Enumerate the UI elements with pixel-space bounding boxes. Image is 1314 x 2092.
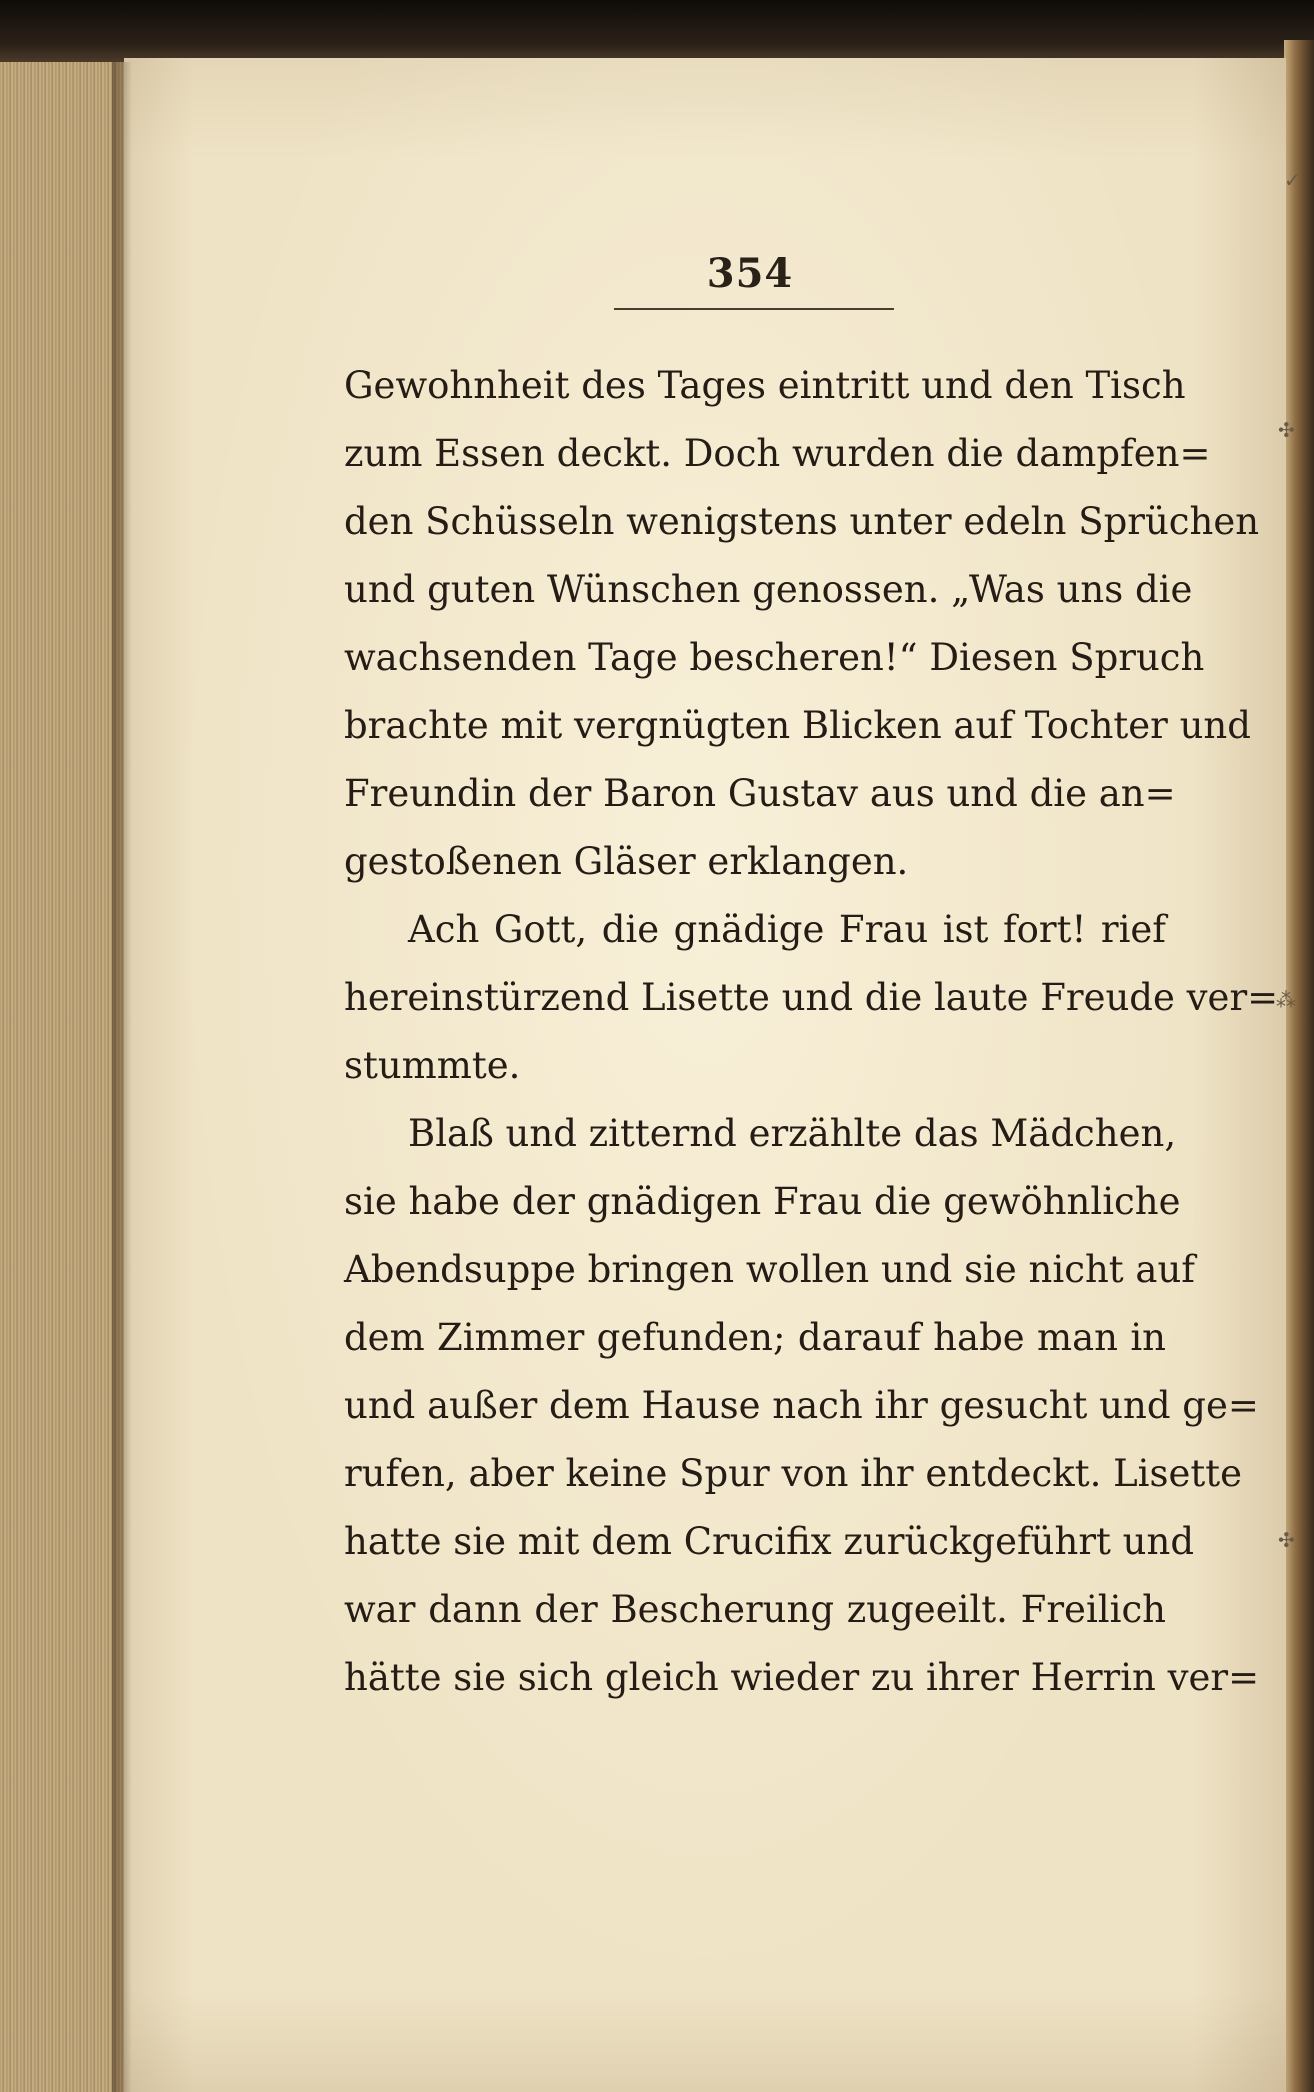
text-line: war dann der Bescherung zugeeilt. Freilich — [344, 1588, 1166, 1631]
text-line: Gewohnheit des Tages eintritt und den Tisch — [344, 364, 1186, 407]
text-line: stummte. — [344, 1044, 521, 1087]
book-top-edge — [0, 0, 1314, 62]
text-line: hätte sie sich gleich wieder zu ihrer Herrin ver= — [344, 1656, 1260, 1699]
text-line: gestoßenen Gläser erklangen. — [344, 840, 909, 883]
text-line: sie habe der gnädigen Frau die gewöhnliche — [344, 1180, 1181, 1223]
text-line: Abendsuppe bringen wollen und sie nicht auf — [344, 1248, 1195, 1291]
text-line: Blaß und zitternd erzählte das Mädchen, — [408, 1112, 1177, 1155]
body-text — [344, 352, 1279, 1712]
margin-mark: ✣ — [1278, 418, 1295, 442]
text-line: rufen, aber keine Spur von ihr entdeckt. Lisette — [344, 1452, 1243, 1495]
text-line: hatte sie mit dem Crucifix zurückgeführt und — [344, 1520, 1195, 1563]
text-line: brachte mit vergnügten Blicken auf Tochter und — [344, 704, 1251, 747]
page-number: 354 — [706, 250, 794, 297]
text-line: Ach Gott, die gnädige Frau ist fort! rief — [408, 908, 1166, 951]
margin-mark: ⁂ — [1276, 988, 1296, 1012]
margin-mark: ✣ — [1278, 1528, 1295, 1552]
text-line: wachsenden Tage bescheren!“ Diesen Spruch — [344, 636, 1205, 679]
text-line: zum Essen deckt. Doch wurden die dampfen= — [344, 432, 1211, 475]
page-stack-edge — [0, 62, 126, 2092]
text-line: dem Zimmer gefunden; darauf habe man in — [344, 1316, 1166, 1359]
text-line: hereinstürzend Lisette und die laute Freude ver= — [344, 976, 1279, 1019]
book-right-edge — [1284, 40, 1314, 2092]
text-line: den Schüsseln wenigstens unter edeln Sprüchen — [344, 500, 1260, 543]
text-line: und außer dem Hause nach ihr gesucht und ge= — [344, 1384, 1259, 1427]
gutter-shadow — [112, 62, 132, 2092]
margin-mark: ✓ — [1284, 168, 1301, 192]
text-line: Freundin der Baron Gustav aus und die an= — [344, 772, 1176, 815]
text-line: und guten Wünschen genossen. „Was uns die — [344, 568, 1193, 611]
page-number-rule — [614, 308, 894, 310]
